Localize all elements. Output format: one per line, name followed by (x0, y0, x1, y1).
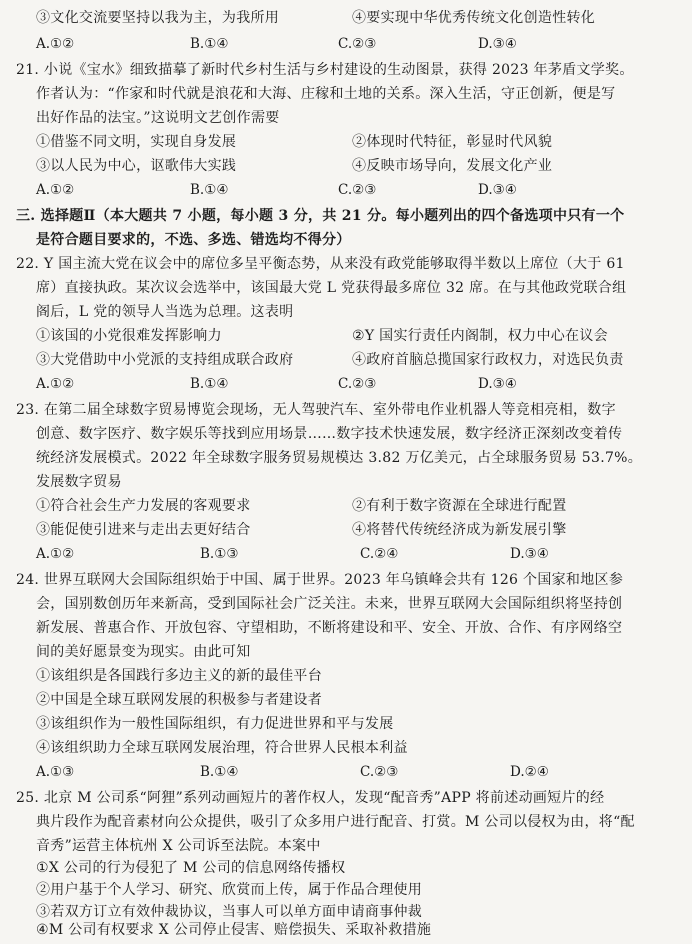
question-23-stem: 发展数字贸易 (36, 474, 122, 490)
option-a: A.①② (36, 36, 75, 52)
statement-2: ②有利于数字资源在全球进行配置 (352, 498, 567, 514)
question-21-stem: 21. 小说《宝水》细致描摹了新时代乡村生活与乡村建设的生动图景，获得 2023 年茅盾文学奖。 (16, 62, 634, 78)
option-c: C.②③ (338, 182, 377, 198)
statement-4: ④M 公司有权要求 X 公司停止侵害、赔偿损失、采取补救措施 (36, 922, 432, 938)
section-header: 是符合题目要求的，不选、多选、错选均不得分） (36, 232, 351, 248)
statement-3: ③文化交流要坚持以我为主，为我所用 (36, 10, 280, 26)
option-b: B.①④ (190, 376, 229, 392)
statement-1: ①借鉴不同文明，实现自身发展 (36, 134, 237, 150)
statement-4: ④反映市场导向，发展文化产业 (352, 158, 553, 174)
question-24-stem: 间的美好愿景变为现实。由此可知 (36, 644, 251, 660)
option-c: C.②③ (360, 764, 399, 780)
statement-2: ②Y 国实行责任内阁制，权力中心在议会 (352, 328, 608, 344)
option-c: C.②③ (338, 376, 377, 392)
option-d: D.③④ (478, 376, 517, 392)
option-d: D.②④ (510, 764, 549, 780)
statement-4: ④要实现中华优秀传统文化创造性转化 (352, 10, 596, 26)
option-a: A.①③ (36, 764, 75, 780)
question-23-stem: 统经济发展模式。2022 年全球数字服务贸易规模达 3.82 万亿美元，占全球服务贸易 53.7%。 (36, 450, 643, 466)
option-b: B.①④ (200, 764, 239, 780)
option-b: B.①④ (190, 182, 229, 198)
option-c: C.②③ (338, 36, 377, 52)
statement-1: ①该国的小党很难发挥影响力 (36, 328, 222, 344)
question-21-stem: 出好作品的法宝。”这说明文艺创作需要 (36, 110, 280, 126)
option-d: D.③④ (478, 182, 517, 198)
statement-1: ①X 公司的行为侵犯了 M 公司的信息网络传播权 (36, 860, 346, 876)
statement-4: ④该组织助力全球互联网发展治理，符合世界人民根本利益 (36, 740, 408, 756)
question-23-stem: 23. 在第二届全球数字贸易博览会现场，无人驾驶汽车、室外带电作业机器人等竞相亮相，数字 (16, 402, 616, 418)
statement-2: ②用户基于个人学习、研究、欣赏而上传，属于作品合理使用 (36, 882, 423, 898)
question-25-stem: 音秀”运营主体杭州 X 公司诉至法院。本案中 (36, 838, 321, 854)
question-25-stem: 典片段作为配音素材向公众提供，吸引了众多用户进行配音、打赏。M 公司以侵权为由，将“配 (36, 814, 635, 830)
question-24-stem: 新发展、普惠合作、开放包容、守望相助，不断将建设和平、安全、开放、合作、有序网络空 (36, 620, 623, 636)
option-c: C.②④ (360, 546, 399, 562)
question-22-stem: 22. Y 国主流大党在议会中的席位多呈平衡态势，从来没有政党能够取得半数以上席位（大于 61 (16, 256, 625, 272)
question-22-stem: 席）直接执政。某次议会选举中，该国最大党 L 党获得最多席位 32 席。在与其他政党联合组 (36, 280, 627, 296)
option-a: A.①② (36, 376, 75, 392)
statement-2: ②中国是全球互联网发展的积极参与者建设者 (36, 692, 322, 708)
question-22-stem: 阁后，L 党的领导人当选为总理。这表明 (36, 304, 294, 320)
statement-4: ④将替代传统经济成为新发展引擎 (352, 522, 567, 538)
option-b: B.①④ (190, 36, 229, 52)
question-24-stem: 会，国别数创历年来新高，受到国际社会广泛关注。未来，世界互联网大会国际组织将坚持创 (36, 596, 623, 612)
statement-2: ②体现时代特征，彰显时代风貌 (352, 134, 553, 150)
statement-1: ①该组织是各国践行多边主义的新的最佳平台 (36, 668, 322, 684)
option-a: A.①② (36, 182, 75, 198)
question-23-stem: 创意、数字医疗、数字娱乐等找到应用场景……数字技术快速发展，数字经济正深刻改变着传 (36, 426, 623, 442)
statement-3: ③大党借助中小党派的支持组成联合政府 (36, 352, 294, 368)
statement-1: ①符合社会生产力发展的客观要求 (36, 498, 251, 514)
statement-4: ④政府首脑总揽国家行政权力，对选民负责 (352, 352, 624, 368)
option-b: B.①③ (200, 546, 239, 562)
question-21-stem: 作者认为：“作家和时代就是浪花和大海、庄稼和土地的关系。深入生活，守正创新，便是写 (36, 86, 616, 102)
option-d: D.③④ (478, 36, 517, 52)
question-24-stem: 24. 世界互联网大会国际组织始于中国、属于世界。2023 年乌镇峰会共有 126 个国家和地区参 (16, 572, 624, 588)
option-a: A.①② (36, 546, 75, 562)
statement-3: ③以人民为中心，讴歌伟大实践 (36, 158, 237, 174)
option-d: D.③④ (510, 546, 549, 562)
section-header: 三. 选择题Ⅱ（本大题共 7 小题，每小题 3 分，共 21 分。每小题列出的四个备选项中只有一个 (16, 208, 625, 224)
statement-3: ③该组织作为一般性国际组织，有力促进世界和平与发展 (36, 716, 394, 732)
statement-3: ③若双方订立有效仲裁协议，当事人可以单方面申请商事仲裁 (36, 904, 423, 920)
question-25-stem: 25. 北京 M 公司系“阿狸”系列动画短片的著作权人，发现“配音秀”APP 将前述动画短片的经 (16, 790, 605, 806)
statement-3: ③能促使引进来与走出去更好结合 (36, 522, 251, 538)
